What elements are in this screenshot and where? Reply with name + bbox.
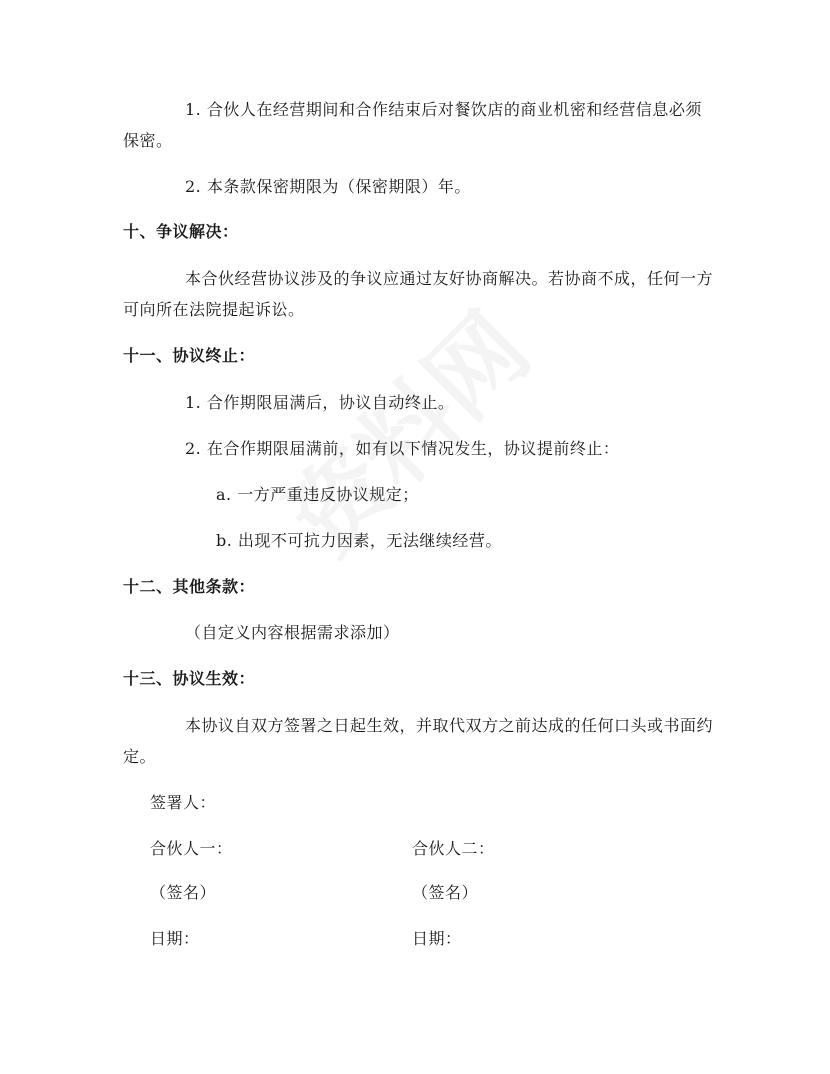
termination-sub-a: a. 一方严重违反协议规定；: [216, 485, 419, 504]
termination-item-2: 2. 在合作期限届满前，如有以下情况发生，协议提前终止：: [185, 439, 620, 458]
effect-text-cont: 定。: [123, 747, 157, 766]
termination-sub-b: b. 出现不可抗力因素，无法继续经营。: [216, 531, 502, 550]
confidentiality-item-1: 1. 合伙人在经营期间和合作结束后对餐饮店的商业机密和经营信息必须: [185, 100, 702, 119]
confidentiality-item-1-cont: 保密。: [123, 131, 173, 150]
partner-1-label: 合伙人一：: [150, 839, 233, 858]
termination-item-1: 1. 合作期限届满后，协议自动终止。: [185, 393, 455, 412]
dispute-text-cont: 可向所在法院提起诉讼。: [123, 300, 305, 319]
partner-2-signature: （签名）: [412, 883, 479, 902]
other-heading: 十二、其他条款：: [123, 577, 256, 596]
other-content: （自定义内容根据需求添加）: [185, 623, 400, 642]
partner-1-signature: （签名）: [150, 883, 217, 902]
termination-heading: 十一、协议终止：: [123, 346, 256, 365]
signatories-label: 签署人：: [150, 793, 217, 812]
confidentiality-item-2: 2. 本条款保密期限为（保密期限）年。: [185, 177, 471, 196]
effect-text: 本协议自双方签署之日起生效，并取代双方之前达成的任何口头或书面约: [185, 716, 714, 735]
dispute-text: 本合伙经营协议涉及的争议应通过友好协商解决。若协商不成，任何一方: [185, 269, 714, 288]
effect-heading: 十三、协议生效：: [123, 669, 256, 688]
dispute-heading: 十、争议解决：: [123, 222, 239, 241]
partner-2-date: 日期：: [412, 929, 462, 948]
partner-2-label: 合伙人二：: [412, 839, 495, 858]
partner-1-date: 日期：: [150, 929, 200, 948]
